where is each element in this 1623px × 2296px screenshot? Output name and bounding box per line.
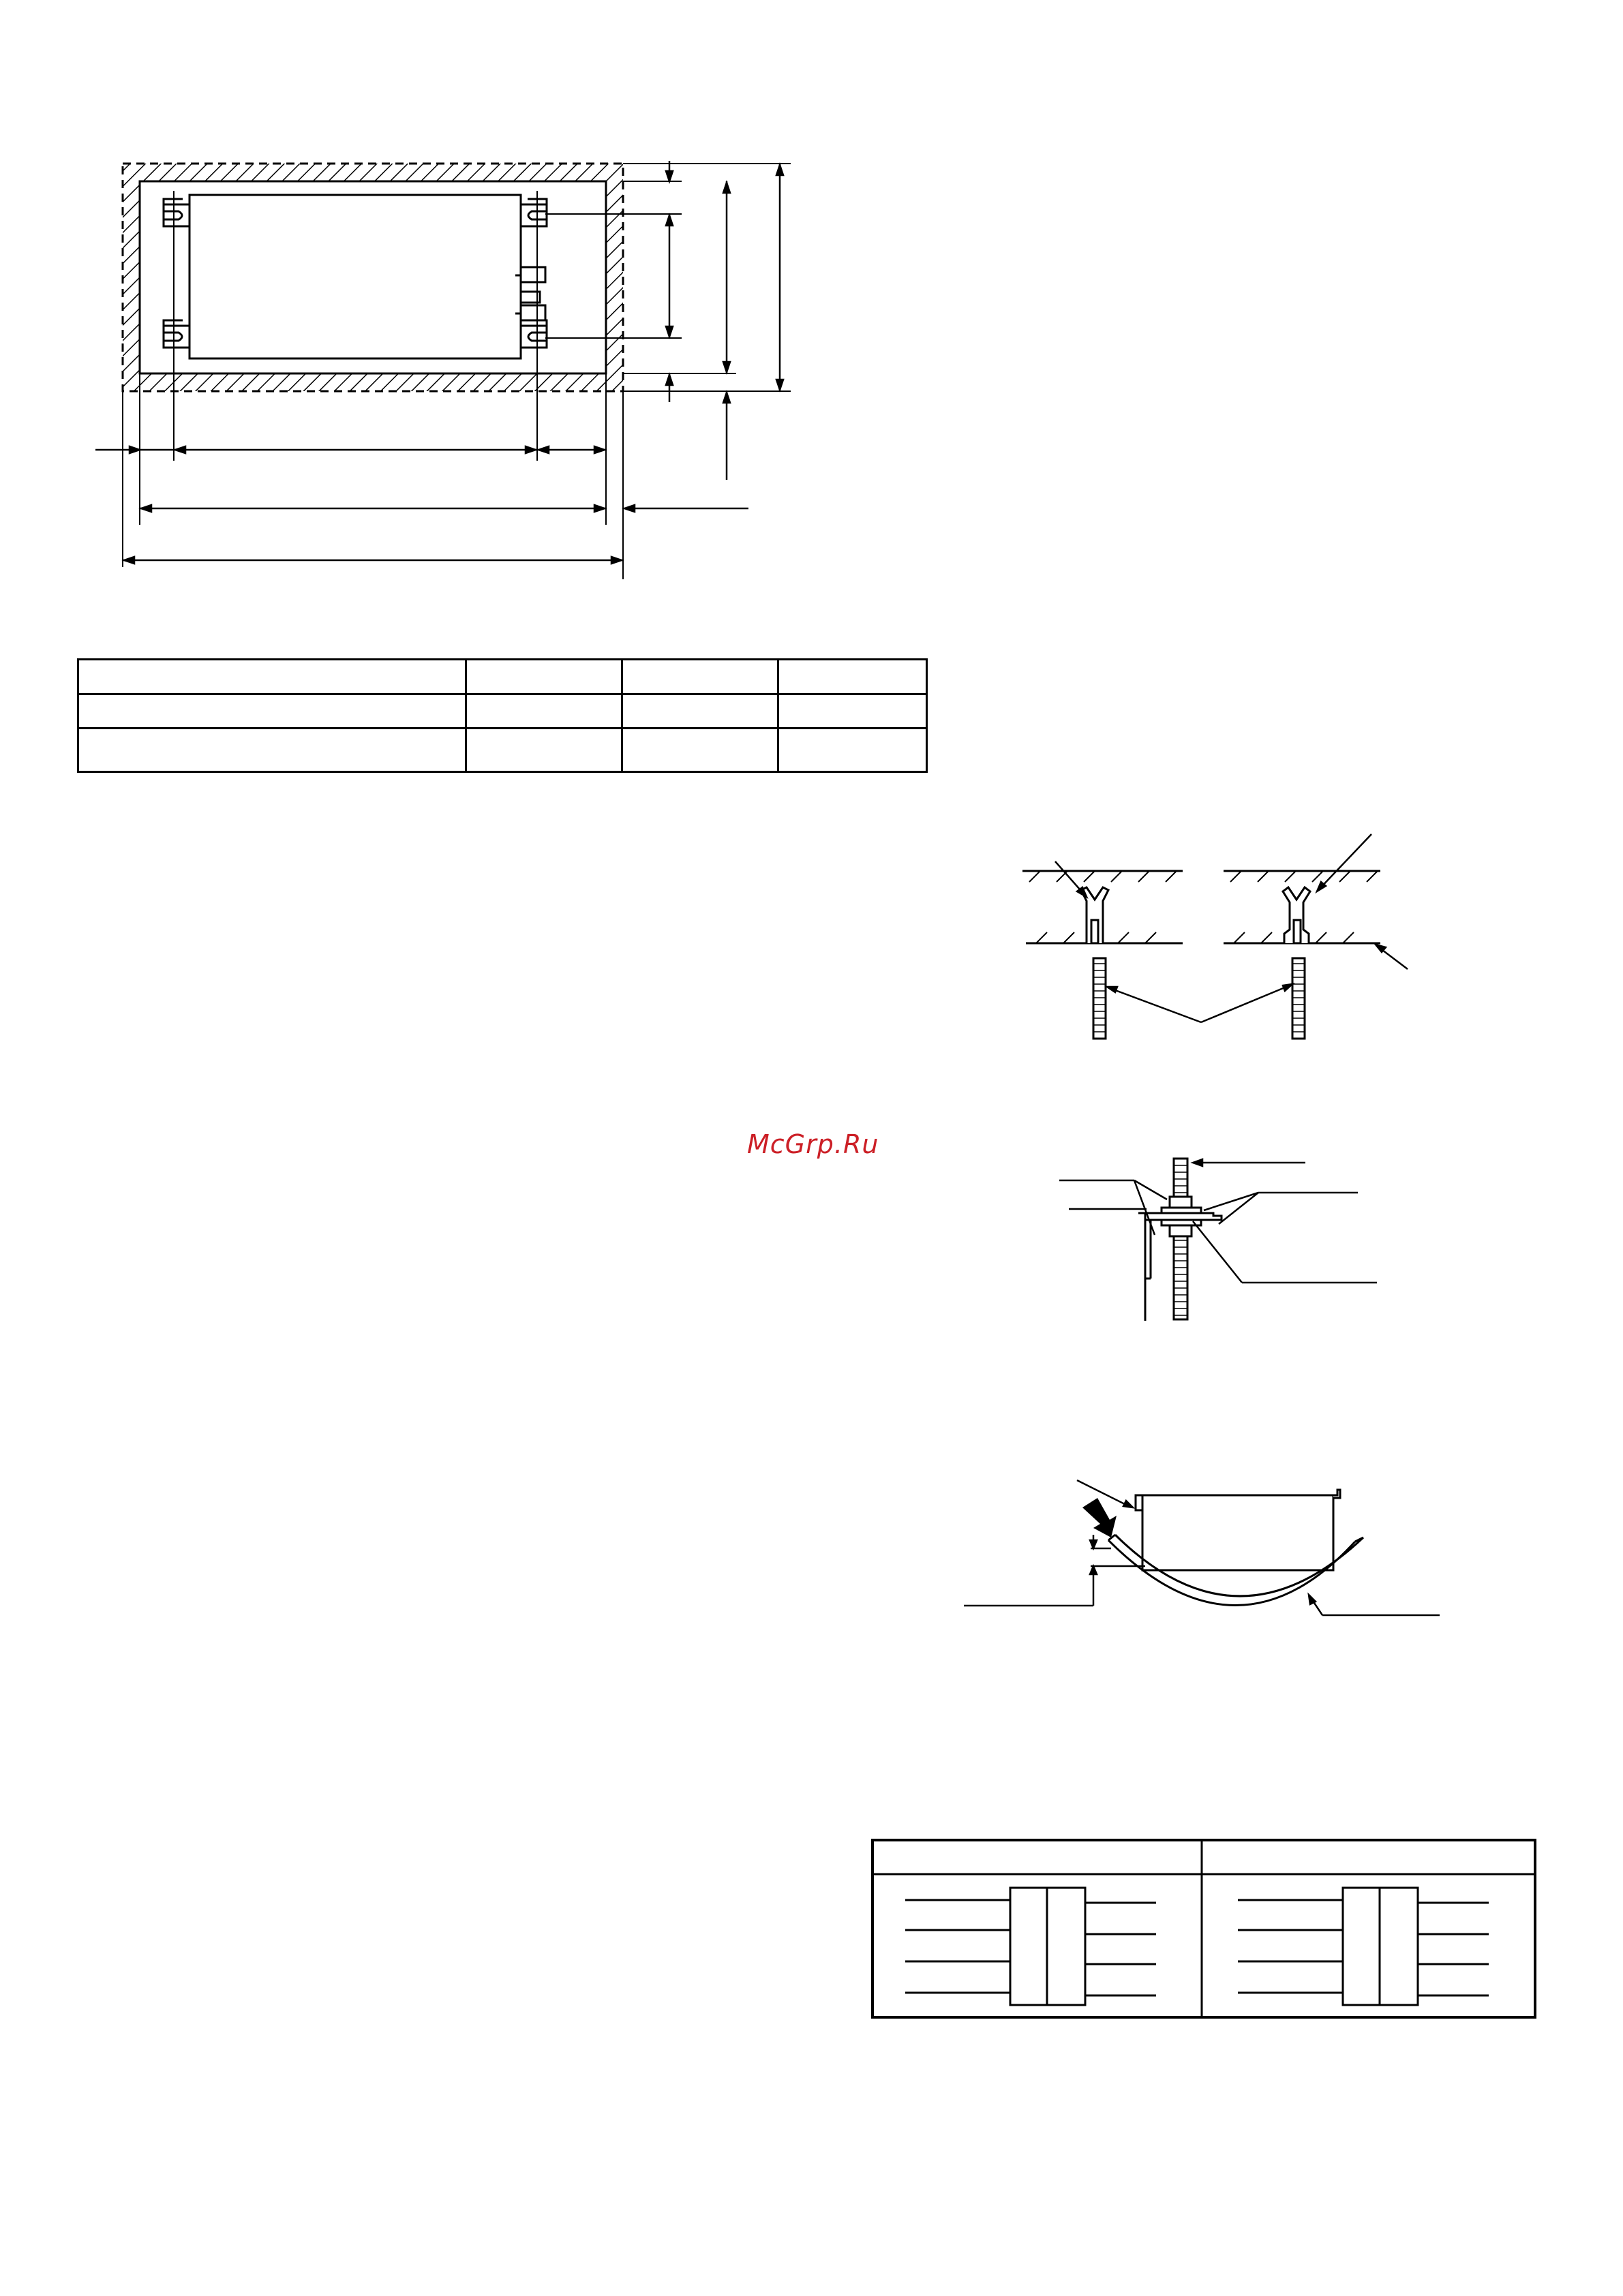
wiring-terminal-table [871, 1839, 1536, 2020]
leader-lines [1055, 834, 1408, 1022]
dimension-table [77, 658, 928, 773]
dimension-lines [95, 161, 783, 564]
table-row [78, 729, 927, 772]
mounting-lugs [164, 199, 547, 348]
hanging-bolts [1093, 958, 1305, 1039]
unit-frame [140, 181, 606, 373]
drain-pan-level-diagram [954, 1465, 1459, 1629]
unit-outline-diagram [0, 0, 859, 613]
unit-casing [1136, 1490, 1340, 1570]
unit-hanger-bracket [1145, 1213, 1151, 1321]
unit-body [189, 195, 521, 358]
terminal-block-left [905, 1888, 1156, 2005]
terminal-block-right [1238, 1888, 1489, 2005]
hatched-clearance-zone [123, 164, 623, 391]
bolt-nut-assembly-diagram [1050, 1145, 1391, 1336]
anchor-bolt-diagram [1009, 825, 1431, 1050]
table-row [78, 694, 927, 729]
insert-anchors [1081, 887, 1310, 943]
connector-terminals [515, 267, 545, 320]
extension-lines [123, 164, 791, 579]
watermark-text: McGrp.Ru [747, 1129, 879, 1159]
pour-direction-arrow [1082, 1498, 1117, 1537]
table-row [78, 660, 927, 694]
